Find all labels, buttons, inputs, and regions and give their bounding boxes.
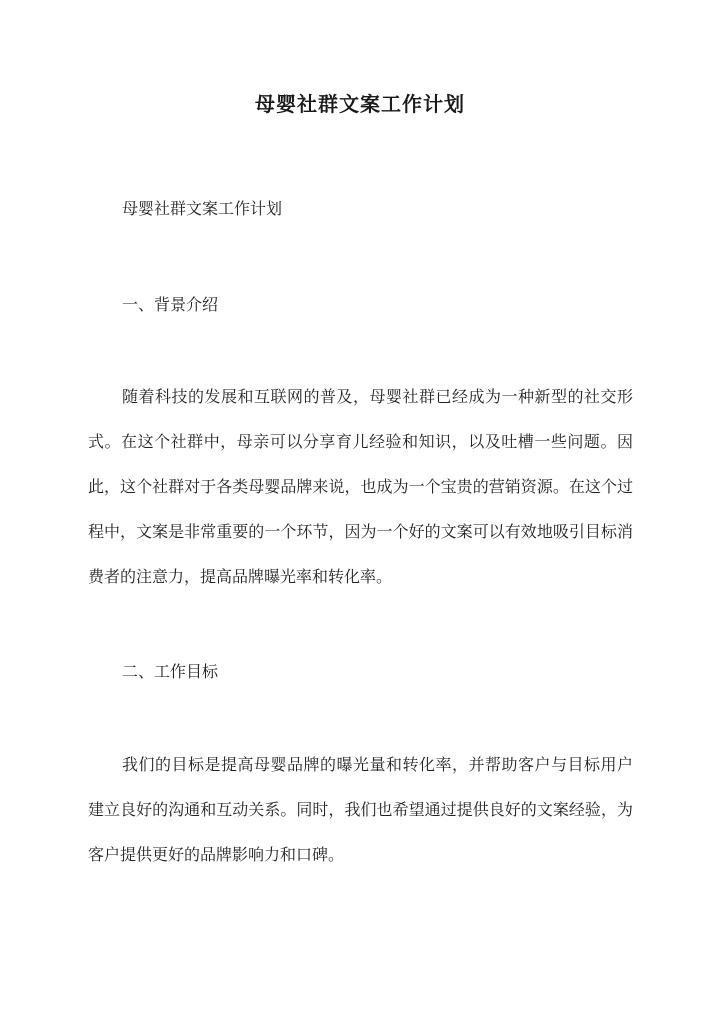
section-heading-background: 一、背景介绍: [122, 295, 219, 314]
section-body-background: 随着科技的发展和互联网的普及，母婴社群已经成为一种新型的社交形式。在这个社群中，母亲可以分享育儿经验和知识，以及吐槽一些问题。因此，这个社群对于各类母婴品牌来说，也成为一个宝贵的营销资源。在这个过程中，文案是非常重要的一个环节，因为一个好的文案可以有效地吸引目标消费者的注意力，提高品牌曝光率和转化率。: [88, 387, 633, 586]
section-body-goals: 我们的目标是提高母婴品牌的曝光量和转化率，并帮助客户与目标用户建立良好的沟通和互动关系。同时，我们也希望通过提供良好的文案经验，为客户提供更好的品牌影响力和口碑。: [88, 755, 633, 864]
document-title: 母婴社群文案工作计划: [255, 92, 465, 116]
section-heading-goals: 二、工作目标: [122, 662, 219, 681]
document-subtitle: 母婴社群文案工作计划: [122, 199, 283, 218]
